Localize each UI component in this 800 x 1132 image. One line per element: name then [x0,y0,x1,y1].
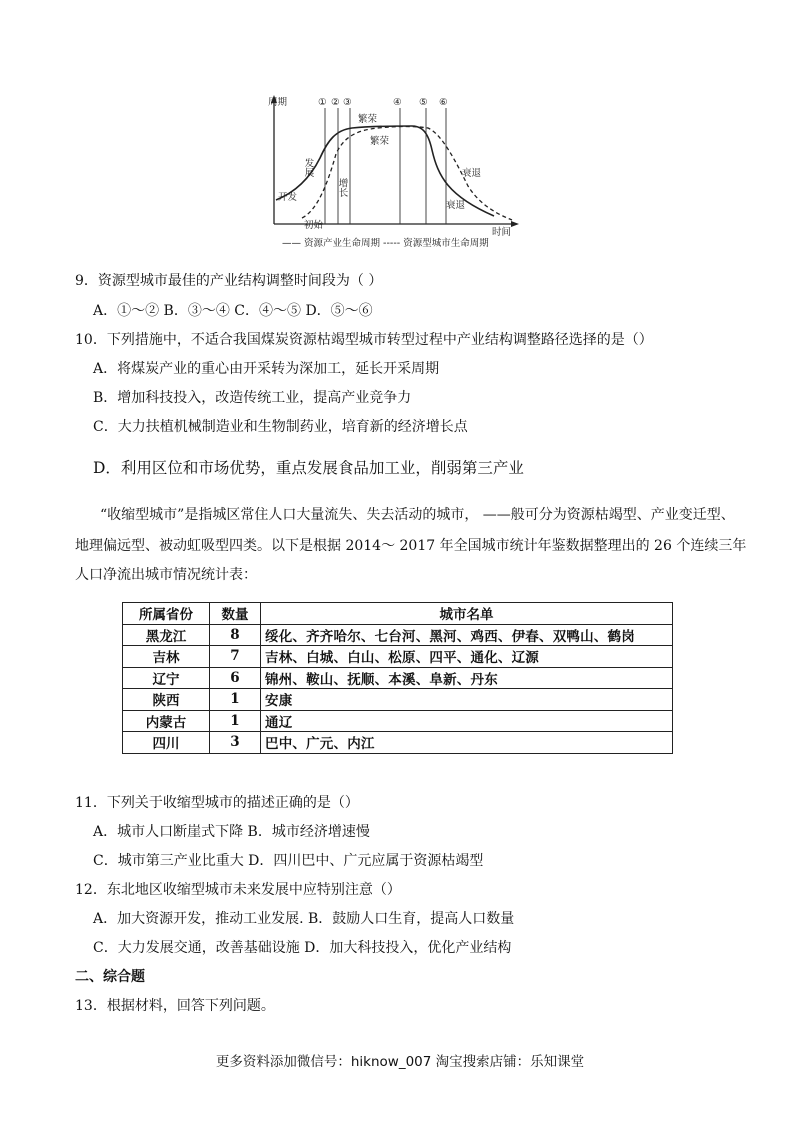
header-city-list: 城市名单 [261,603,673,625]
cell-count: 3 [210,732,261,754]
marker-2: ② [331,97,340,108]
q10-option-d: D．利用区位和市场优势，重点发展食品加工业，削弱第三产业 [93,459,524,477]
x-axis-arrow [511,221,519,227]
x-axis-label: 时间 [492,227,512,238]
q9-stem: 9．资源型城市最佳的产业结构调整时间段为（ ） [75,273,383,289]
cell-city-list: 吉林、白城、白山、松原、四平、通化、辽源 [261,646,673,668]
label-kaifa: 开发 [278,192,298,203]
marker-4: ④ [393,97,402,108]
label-zengzhang: 增长 [336,178,348,197]
cell-count: 6 [210,667,261,689]
cell-province: 陕西 [123,689,210,711]
table-row [123,667,673,689]
marker-5: ⑤ [419,97,428,108]
label-fanrong-top: 繁荣 [358,114,378,125]
cell-count: 7 [210,646,261,668]
table-row [123,624,673,646]
marker-6: ⑥ [439,97,448,108]
q10-option-a: A．将煤炭产业的重心由开采转为深加工，延长开采周期 [93,361,440,377]
table-row [123,710,673,732]
cell-count: 8 [210,624,261,646]
table-row [123,732,673,754]
cell-city-list: 安康 [261,689,673,711]
cell-city-list: 绥化、齐齐哈尔、七台河、黑河、鸡西、伊春、双鸭山、鹤岗 [261,624,673,646]
q12-options-ab: A．加大资源开发，推动工业发展. B．鼓励人口生育，提高人口数量 [93,911,515,927]
marker-3: ③ [343,97,352,108]
cell-province: 辽宁 [123,667,210,689]
marker-1: ① [318,97,327,108]
q12-stem: 12．东北地区收缩型城市未来发展中应特别注意（） [75,882,401,898]
q11-stem: 11．下列关于收缩型城市的描述正确的是（） [75,795,359,811]
cell-province: 内蒙古 [123,710,210,732]
material-line-2: 地理偏远型、被动虹吸型四类。以下是根据 2014～ 2017 年全国城市统计年鉴数据整理出的 26 个连续三年 [75,538,747,554]
label-fazhan: 发展 [302,158,314,177]
table-row [123,689,673,711]
section-heading: 二、综合题 [75,969,145,985]
shrinking-city-table [122,602,673,754]
material-line-3: 人口净流出城市情况统计表： [75,567,257,583]
q11-options-ab: A．城市人口断崖式下降 B．城市经济增速慢 [93,824,370,840]
q12-options-cd: C．大力发展交通，改善基础设施 D．加大科技投入，优化产业结构 [93,940,512,956]
label-shuaitui-1: 衰退 [462,168,482,179]
q11-options-cd: C．城市第三产业比重大 D．四川巴中、广元应属于资源枯竭型 [93,853,484,869]
cell-province: 黑龙江 [123,624,210,646]
cell-city-list: 巴中、广元、内江 [261,732,673,754]
header-province: 所属省份 [123,603,210,625]
label-chushi: 初始 [304,220,324,231]
page-footer: 更多资料添加微信号：hiknow_007 淘宝搜索店铺：乐知课堂 [215,1054,585,1070]
cell-province: 吉林 [123,646,210,668]
q10-stem: 10．下列措施中，不适合我国煤炭资源枯竭型城市转型过程中产业结构调整路径选择的是（） [75,332,653,348]
header-count: 数量 [210,603,261,625]
q13-stem: 13．根据材料，回答下列问题。 [75,998,275,1014]
cell-province: 四川 [123,732,210,754]
y-axis-label: 周期 [268,97,288,108]
table-header-row [123,603,673,625]
cell-count: 1 [210,689,261,711]
q9-options: A．①～② B．③～④ C．④～⑤ D．⑤～⑥ [93,303,373,319]
life-cycle-svg [262,92,524,252]
material-line-1: “收缩型城市”是指城区常住人口大量流失、失去活动的城市， ——般可分为资源枯竭型、产业变迁型、 [100,507,735,523]
cell-city-list: 锦州、鞍山、抚顺、本溪、阜新、丹东 [261,667,673,689]
q10-option-c: C．大力扶植机械制造业和生物制药业，培育新的经济增长点 [93,419,468,435]
table-row [123,646,673,668]
q10-option-b: B．增加科技投入，改造传统工业，提高产业竞争力 [93,390,412,406]
figure-legend: —— 资源产业生命周期 ----- 资源型城市生命周期 [282,238,489,249]
label-shuaitui-2: 衰退 [446,200,466,211]
life-cycle-diagram [262,92,524,252]
label-fanrong-mid: 繁荣 [370,136,390,147]
cell-city-list: 通辽 [261,710,673,732]
cell-count: 1 [210,710,261,732]
